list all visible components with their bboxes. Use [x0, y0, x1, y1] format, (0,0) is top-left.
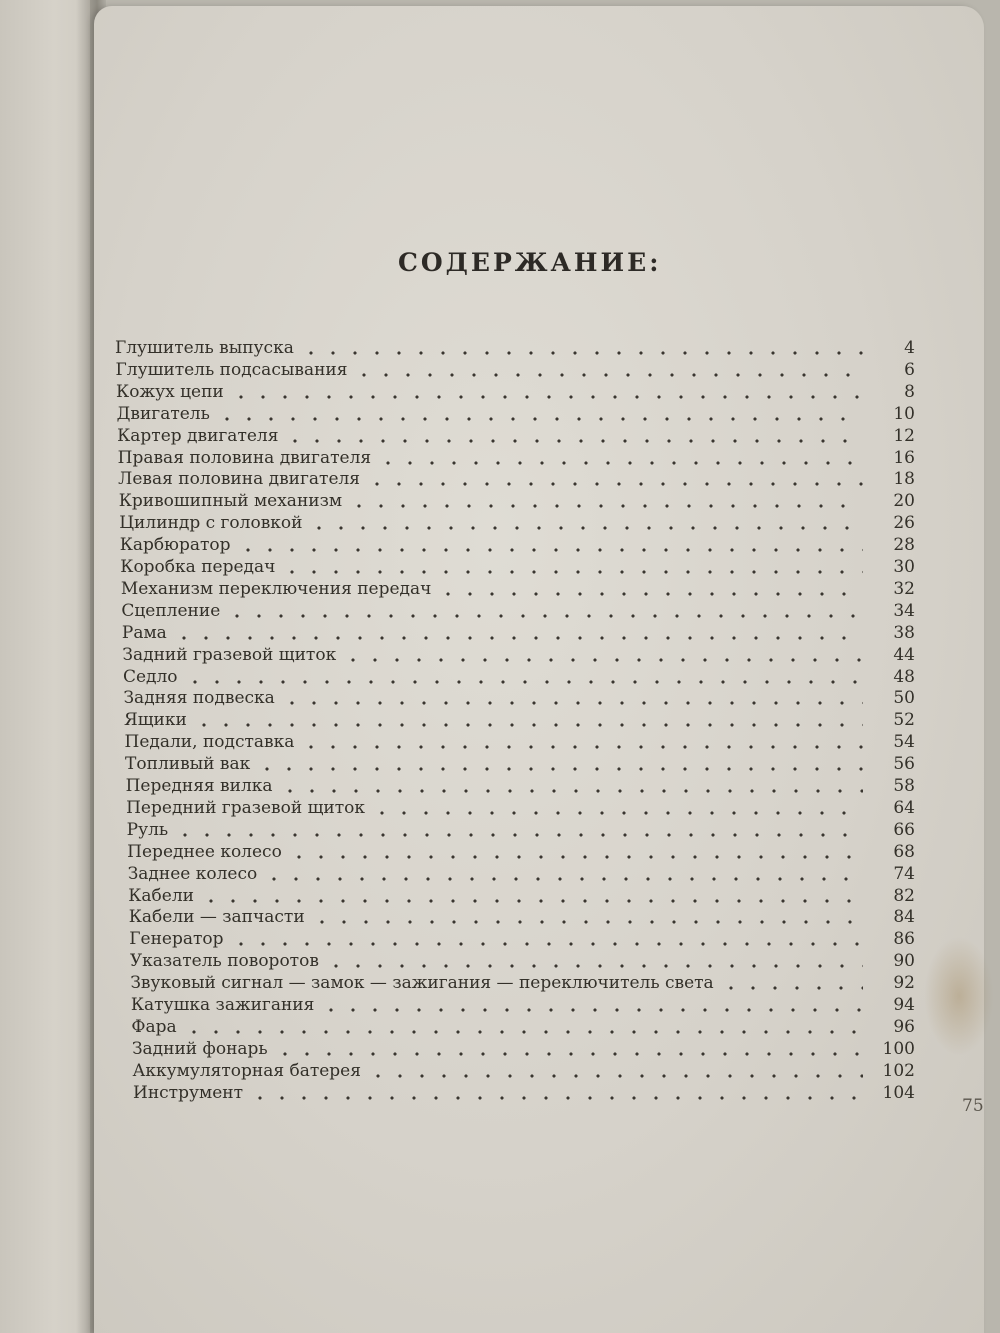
dot-leader [311, 920, 863, 924]
dot-leader [263, 877, 863, 881]
toc-entry [133, 1083, 915, 1105]
toc-entry [116, 382, 915, 404]
toc-entry-page: 66 [893, 819, 915, 840]
dot-leader [371, 811, 863, 815]
toc-entry-label: Задняя подвеска [123, 688, 275, 709]
toc-entry-page: 68 [893, 841, 915, 862]
toc-entry-page: 86 [893, 929, 915, 950]
toc-entry-page: 16 [893, 447, 915, 468]
dot-leader [230, 395, 863, 399]
toc-entry-label: Передний гразевой щиток [126, 797, 365, 818]
toc-entry [118, 469, 915, 491]
toc-entry-label: Задний фонарь [131, 1038, 268, 1059]
toc-entry [123, 688, 915, 710]
dot-leader [377, 461, 863, 465]
toc-entry [128, 886, 915, 908]
toc-entry [117, 404, 915, 426]
toc-entry [119, 491, 915, 513]
toc-entry-page: 4 [904, 338, 915, 358]
toc-entry-page: 44 [893, 644, 915, 665]
dot-leader [274, 1052, 863, 1056]
toc-entry-label: Правая половина двигателя [117, 447, 372, 468]
toc-entry-page: 26 [893, 513, 915, 534]
dot-leader [173, 636, 863, 640]
toc-entry-page: 64 [893, 797, 915, 818]
toc-entry-page: 56 [893, 754, 915, 775]
toc-entry [131, 995, 915, 1017]
toc-entry-label: Механизм переключения передач [120, 578, 432, 599]
dot-leader [720, 986, 863, 990]
toc-entry-label: Кривошипный механизм [118, 491, 343, 512]
toc-entry-label: Цилиндр с головкой [119, 513, 303, 534]
dot-leader [300, 745, 863, 749]
toc-entry-label: Аккумуляторная батерея [132, 1060, 361, 1081]
toc-entry-page: 54 [893, 732, 915, 753]
toc-entry-label: Передняя вилка [125, 776, 273, 796]
toc-entry-label: Звуковый сигнал — замок — зажигания — переключитель света [130, 973, 714, 994]
toc-entry [121, 579, 915, 601]
toc-entry-page: 58 [893, 776, 915, 796]
dot-leader [226, 614, 863, 618]
toc-entry-page: 92 [893, 973, 915, 994]
dot-leader [174, 833, 863, 837]
toc-entry [129, 929, 915, 951]
dot-leader [184, 680, 863, 684]
toc-entry-label: Задний гразевой щиток [122, 644, 337, 665]
toc-entry-label: Седло [122, 666, 178, 687]
toc-entry-label: Руль [126, 819, 169, 840]
toc-entry-page: 30 [893, 557, 915, 577]
toc-entry [132, 1061, 915, 1083]
toc-entry-page: 32 [893, 578, 915, 599]
toc-entry-label: Фара [131, 1016, 177, 1037]
toc-entry-page: 38 [893, 622, 915, 643]
toc-entry-page: 12 [893, 425, 915, 446]
dot-leader [320, 1008, 863, 1012]
dot-leader [367, 1074, 863, 1078]
dot-leader [300, 351, 863, 355]
dot-leader [216, 417, 863, 421]
toc-entry-label: Рама [121, 622, 167, 643]
dot-leader [237, 548, 863, 552]
toc-entry-label: Картер двигателя [117, 425, 279, 446]
toc-entry-page: 34 [893, 600, 915, 621]
toc-entry-page: 96 [893, 1016, 915, 1037]
toc-entry-page: 28 [893, 535, 915, 556]
toc-entry [122, 645, 915, 667]
dot-leader [230, 942, 863, 946]
toc-entry [116, 360, 915, 382]
toc-entry-label: Глушитель подсасывания [115, 359, 348, 380]
toc-entry [123, 667, 915, 689]
toc-entry-label: Генератор [129, 929, 224, 950]
toc-entry-page: 50 [893, 688, 915, 709]
toc-entry-label: Указатель поворотов [129, 951, 319, 972]
toc-entry-label: Кожух цепи [116, 381, 224, 402]
toc-entry [120, 535, 915, 557]
dot-leader [437, 592, 863, 596]
toc-entry [132, 1039, 915, 1061]
toc-entry [122, 623, 915, 645]
toc-entry [126, 798, 915, 820]
toc-entry [125, 732, 915, 754]
toc-entry-page: 18 [893, 469, 915, 490]
toc-entry [128, 864, 915, 886]
toc-entry [127, 842, 915, 864]
toc-entry-page: 104 [882, 1082, 915, 1103]
toc-entry-label: Коробка передач [120, 557, 276, 577]
dot-leader [284, 439, 863, 443]
toc-entry-label: Кабели — запчасти [128, 907, 305, 928]
toc-entry-page: 10 [893, 403, 915, 424]
dot-leader [366, 482, 863, 486]
dot-leader [281, 701, 863, 705]
toc-entry [127, 820, 915, 842]
toc-entry [124, 710, 915, 732]
dot-leader [281, 570, 863, 574]
toc-entry-label: Левая половина двигателя [118, 469, 361, 490]
dot-leader [308, 526, 863, 530]
toc-entry [129, 907, 915, 929]
folio-number: 75 [962, 1096, 984, 1116]
dot-leader [325, 964, 863, 968]
toc-entry-label: Карбюратор [119, 535, 231, 556]
dot-leader [193, 723, 863, 727]
toc-entry [130, 973, 915, 995]
dot-leader [342, 658, 863, 662]
dot-leader [256, 767, 863, 771]
toc-entry-page: 100 [882, 1038, 915, 1059]
toc-entry-label: Ящики [124, 710, 187, 731]
dot-leader [200, 899, 863, 903]
toc-entry-label: Переднее колесо [127, 841, 282, 862]
toc-entry [126, 776, 915, 798]
toc-entry [125, 754, 915, 776]
dot-leader [348, 504, 863, 508]
toc-entry-page: 6 [904, 359, 915, 380]
dot-leader [288, 855, 863, 859]
dot-leader [183, 1030, 863, 1034]
dot-leader [353, 373, 863, 377]
toc-entry-label: Педали, подставка [124, 732, 295, 753]
toc-entry-page: 8 [904, 381, 915, 402]
dot-leader [249, 1096, 863, 1100]
toc-entry-page: 82 [893, 885, 915, 906]
toc-entry [130, 951, 915, 973]
toc-entry-page: 20 [893, 491, 915, 512]
toc-entry-label: Инструмент [133, 1082, 243, 1103]
toc-entry-label: Сцепление [121, 600, 221, 621]
toc-entry [121, 601, 915, 623]
toc-entry [118, 448, 915, 470]
toc-entry [117, 426, 915, 448]
toc-entry-label: Топливый вак [125, 754, 251, 775]
toc-entry-label: Глушитель выпуска [115, 338, 294, 358]
toc-entry [115, 338, 915, 360]
toc-entry-page: 74 [893, 863, 915, 884]
toc-entry [119, 513, 915, 535]
toc-entry-label: Катушка зажигания [130, 995, 315, 1015]
toc-entry-page: 52 [893, 710, 915, 731]
toc-entry-page: 102 [882, 1060, 915, 1081]
toc-entry-page: 94 [893, 995, 915, 1015]
toc-entry-label: Кабели [128, 885, 194, 906]
toc-entry-label: Заднее колесо [127, 863, 258, 884]
toc-entry-label: Двигатель [116, 403, 210, 424]
toc-entry [120, 557, 915, 579]
contents-title: СОДЕРЖАНИЕ: [398, 248, 662, 277]
toc-entry-page: 84 [893, 907, 915, 928]
toc-entry [131, 1017, 915, 1039]
toc-entry-page: 48 [893, 666, 915, 687]
toc-entry-page: 90 [893, 951, 915, 972]
dot-leader [279, 789, 863, 793]
